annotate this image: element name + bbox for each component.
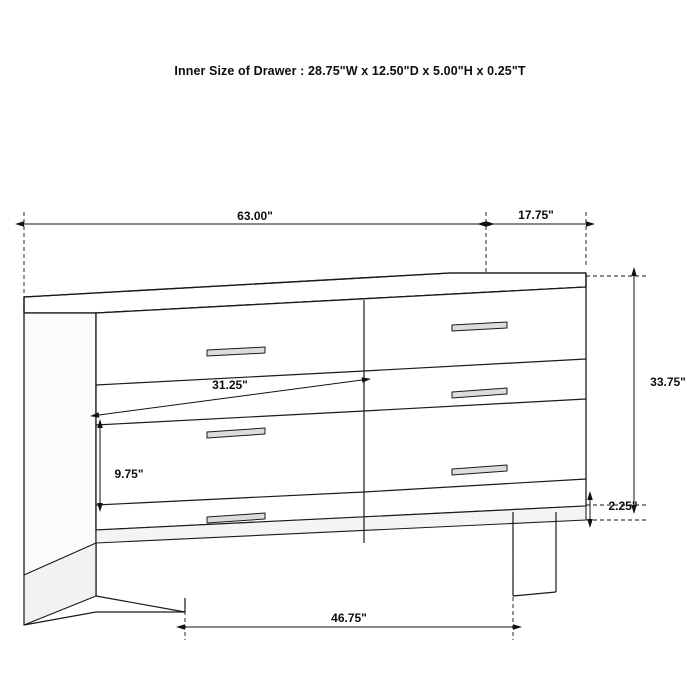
page-title: Inner Size of Drawer : 28.75"W x 12.50"D x 5.00"H x 0.25"T — [174, 64, 526, 78]
dim-label-width: 63.00" — [237, 209, 273, 223]
dim-label-depth: 17.75" — [518, 208, 554, 222]
dresser-body — [24, 273, 586, 625]
base-right-foot — [513, 592, 556, 596]
dim-label-height: 33.75" — [650, 375, 686, 389]
base-front-profile — [96, 596, 185, 612]
dim-label-drawer-height: 9.75" — [114, 467, 144, 481]
dim-label-base-width: 46.75" — [331, 611, 367, 625]
dim-label-base-height: 2.25" — [608, 499, 638, 513]
dim-label-drawer-width: 31.25" — [212, 378, 248, 392]
